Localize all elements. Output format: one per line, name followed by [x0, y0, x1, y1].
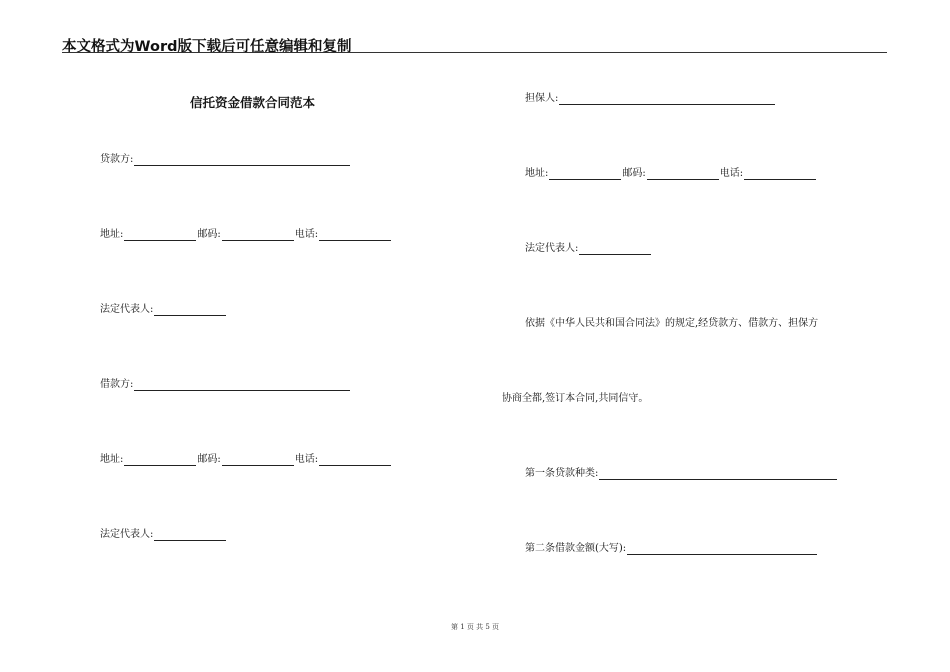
address-blank [124, 230, 196, 241]
zip-label: 邮码: [197, 454, 221, 465]
borrower-address-line [100, 454, 392, 466]
phone-blank [319, 230, 391, 241]
borrower-label: 借款方: [100, 379, 134, 390]
address-label: 地址: [100, 229, 124, 240]
article2-line [525, 543, 818, 555]
address-blank [549, 169, 621, 180]
zip-label: 邮码: [197, 229, 221, 240]
lender-line [100, 154, 351, 166]
guarantor-address-line [525, 168, 817, 180]
guarantor-representative-line [525, 243, 652, 255]
address-label: 地址: [525, 168, 549, 179]
phone-blank [319, 455, 391, 466]
phone-label: 电话: [294, 229, 319, 240]
article1-label: 第一条贷款种类: [525, 468, 599, 479]
document-title: 信托资金借款合同范本 [190, 95, 316, 110]
representative-blank [579, 244, 651, 255]
borrower-representative-line [100, 529, 227, 541]
zip-blank [222, 455, 294, 466]
zip-label: 邮码: [622, 168, 646, 179]
address-label: 地址: [100, 454, 124, 465]
preamble-paragraph-line2: 协商全都,签订本合同,共同信守。 [502, 393, 649, 404]
lender-blank [134, 155, 350, 166]
lender-label: 贷款方: [100, 154, 134, 165]
representative-label: 法定代表人: [100, 529, 154, 540]
phone-label: 电话: [294, 454, 319, 465]
article2-blank [627, 544, 817, 555]
representative-label: 法定代表人: [100, 304, 154, 315]
lender-representative-line [100, 304, 227, 316]
article1-line [525, 468, 838, 480]
representative-blank [154, 305, 226, 316]
borrower-blank [134, 380, 350, 391]
header-rule [62, 52, 887, 53]
guarantor-line [525, 93, 776, 105]
article2-label: 第二条借款金额(大写): [525, 543, 627, 554]
representative-blank [154, 530, 226, 541]
guarantor-blank [559, 94, 775, 105]
zip-blank [222, 230, 294, 241]
lender-address-line [100, 229, 392, 241]
preamble-paragraph-line1: 依据《中华人民共和国合同法》的规定,经贷款方、借款方、担保方 [525, 318, 819, 329]
guarantor-label: 担保人: [525, 93, 559, 104]
phone-label: 电话: [719, 168, 744, 179]
phone-blank [744, 169, 816, 180]
zip-blank [647, 169, 719, 180]
page-number: 第 1 页 共 5 页 [450, 623, 500, 631]
address-blank [124, 455, 196, 466]
article1-blank [599, 469, 837, 480]
representative-label: 法定代表人: [525, 243, 579, 254]
document-banner: 本文格式为Word版下载后可任意编辑和复制 [62, 39, 352, 55]
borrower-line [100, 379, 351, 391]
